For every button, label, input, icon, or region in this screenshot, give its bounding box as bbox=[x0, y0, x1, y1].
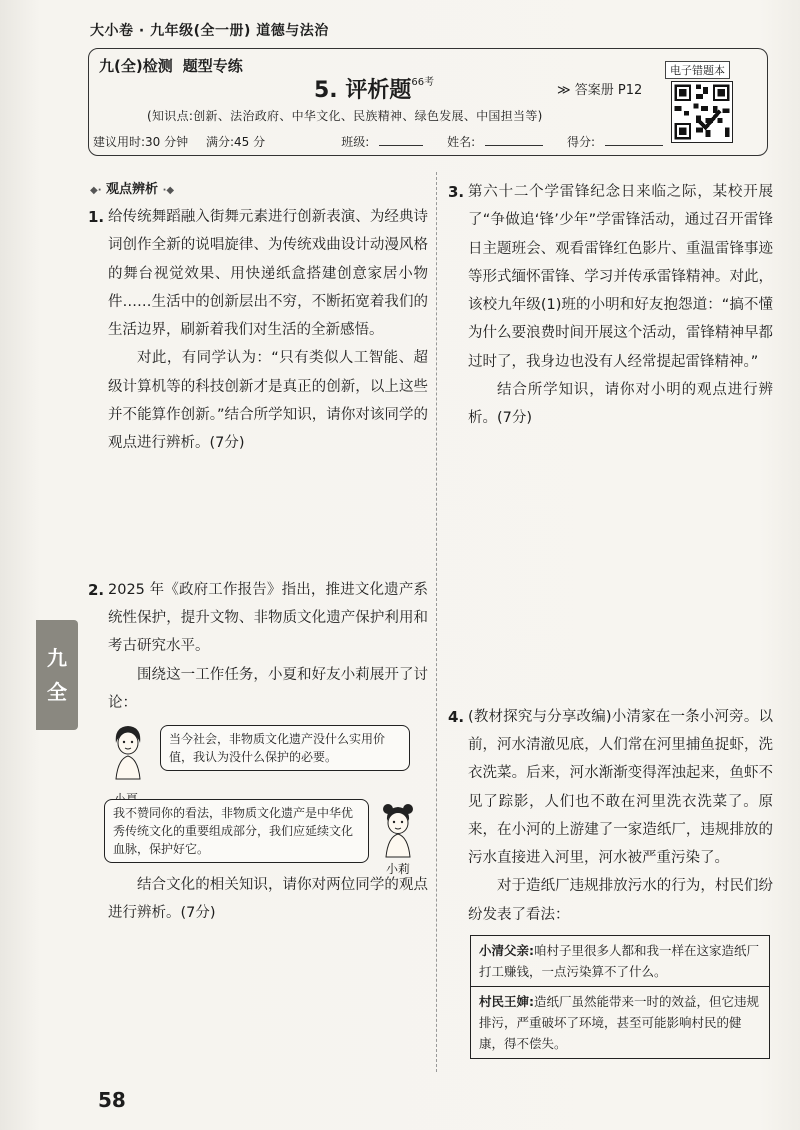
question-2-material: 2025 年《政府工作报告》指出，推进文化遗产系统性保护，提升文物、非物质文化遗产保护利用和考古研究水平。 bbox=[108, 581, 428, 655]
class-blank[interactable] bbox=[379, 136, 423, 146]
suggested-time: 建议用时:30 分钟 bbox=[93, 135, 189, 149]
side-tab-char-1: 九 bbox=[47, 646, 67, 670]
meta-left bbox=[93, 133, 279, 150]
opinion-speaker: 村民王婶: bbox=[479, 994, 534, 1010]
section-title bbox=[314, 73, 434, 104]
side-tab-char-2: 全 bbox=[47, 680, 67, 704]
name-field[interactable] bbox=[437, 135, 543, 149]
speaker-name-xiaoli: 小莉 bbox=[386, 862, 411, 877]
question-number: 2. bbox=[88, 580, 105, 599]
section-tag bbox=[90, 178, 428, 197]
question-2-intro: 围绕这一工作任务，小夏和好友小莉展开了讨论： bbox=[108, 666, 428, 711]
class-label: 班级: bbox=[341, 135, 370, 149]
question-3 bbox=[448, 178, 773, 433]
question-1-material: 给传统舞蹈融入街舞元素进行创新表演、为经典诗词创作全新的说唱旋律、为传统戏曲设计动漫风格的舞台视觉效果、用快递纸盒搭建创意家居小物件……生活中的创新层出不穷，不断拓宽着我们的生活边界，刷新着我们对生活的全新感悟。 bbox=[108, 209, 428, 339]
title-frame bbox=[88, 48, 768, 156]
question-1-prompt: 对此，有同学认为：“只有类似人工智能、超级计算机等的科技创新才是真正的创新，以上这些并不能算作创新。”结合所学知识，请你对该同学的观点进行辨析。(7分) bbox=[108, 350, 428, 452]
score-blank[interactable] bbox=[605, 136, 663, 146]
question-1 bbox=[88, 203, 428, 458]
question-number: 4. bbox=[448, 707, 465, 726]
score-field[interactable] bbox=[557, 135, 663, 149]
answer-reference[interactable]: ≫ 答案册 P12 bbox=[557, 83, 643, 98]
meta-row bbox=[93, 133, 663, 150]
question-2 bbox=[88, 576, 428, 928]
module-tag-main: 九(全)检测 bbox=[99, 57, 173, 75]
opinion-text: 造纸厂虽然能带来一时的效益，但它违规排污，严重破坏了环境，甚至可能影响村民的健康，得不偿失。 bbox=[479, 994, 760, 1052]
diamond-icon: ·◆ bbox=[162, 185, 175, 196]
name-label: 姓名: bbox=[447, 135, 476, 149]
qr-code-icon[interactable] bbox=[671, 81, 733, 143]
name-blank[interactable] bbox=[485, 136, 543, 146]
class-field[interactable] bbox=[331, 135, 423, 149]
section-tag-label: 观点辨析 bbox=[106, 182, 159, 197]
question-number: 3. bbox=[448, 183, 465, 201]
score-label: 得分: bbox=[566, 135, 595, 149]
question-4 bbox=[448, 703, 773, 1059]
running-header: 大小卷 · 九年级(全一册) 道德与法治 bbox=[90, 23, 329, 39]
question-3-material: 第六十二个学雷锋纪念日来临之际，某校开展了“争做追‘锋’少年”学雷锋活动，通过召开雷锋日主题班会、观看雷锋红色影片、重温雷锋事迹等形式缅怀雷锋、学习并传承雷锋精神。对此，该校九年级(1)班的小明和好友抱怨道：“搞不懂为什么要浪费时间开展这个活动，雷锋精神早都过时了，我身边也没有人经常提起雷锋精神。” bbox=[468, 184, 773, 370]
section-title-superscript: 66考 bbox=[411, 77, 435, 88]
opinion-father bbox=[471, 936, 769, 986]
speech-bubble-xiaxia: 当今社会，非物质文化遗产没什么实用价值，我认为没什么保护的必要。 bbox=[160, 725, 410, 771]
module-tag-sub: 题型专练 bbox=[182, 57, 243, 75]
side-tab[interactable] bbox=[36, 620, 78, 730]
module-tag bbox=[99, 55, 243, 76]
question-number: 1. bbox=[88, 208, 105, 226]
girl-avatar-xiaoli bbox=[378, 799, 418, 859]
meta-right bbox=[321, 133, 663, 150]
opinions-box bbox=[470, 935, 770, 1059]
opinion-aunt-wang bbox=[471, 986, 769, 1058]
qr-label: 电子错题本 bbox=[665, 61, 730, 79]
right-column bbox=[448, 178, 773, 1059]
question-4-intro: 对于造纸厂违规排放污水的行为，村民们纷纷发表了看法： bbox=[468, 878, 773, 923]
question-3-prompt: 结合所学知识，请你对小明的观点进行辨析。(7分) bbox=[468, 382, 773, 427]
left-column bbox=[88, 178, 428, 928]
diamond-icon: ◆· bbox=[90, 185, 102, 196]
dialogue bbox=[108, 721, 428, 877]
knowledge-points: (知识点:创新、法治政府、中华文化、民族精神、绿色发展、中国担当等) bbox=[147, 109, 543, 123]
speech-bubble-xiaoli: 我不赞同你的看法，非物质文化遗产是中华优秀传统文化的重要组成部分，我们应延续文化血脉，保护好它。 bbox=[104, 799, 369, 863]
column-divider bbox=[436, 172, 437, 1072]
page-number: 58 bbox=[98, 1088, 126, 1112]
opinion-speaker: 小清父亲: bbox=[479, 943, 534, 959]
opinion-text: 咱村子里很多人都和我一样在这家造纸厂打工赚钱，一点污染算不了什么。 bbox=[479, 943, 760, 980]
full-score: 满分:45 分 bbox=[205, 135, 266, 149]
section-title-text: 5. 评析题 bbox=[314, 78, 412, 103]
question-4-material: (教材探究与分享改编)小清家在一条小河旁。以前，河水清澈见底，人们常在河里捕鱼捉虾，洗衣洗菜。后来，河水渐渐变得浑浊起来，鱼虾不见了踪影，人们也不敢在河里洗衣洗菜了。原来，在小河的上游建了一家造纸厂，违规排放的污水直接进入河里，河水被严重污染了。 bbox=[468, 708, 773, 867]
question-2-prompt: 结合文化的相关知识，请你对两位同学的观点进行辨析。(7分) bbox=[108, 877, 428, 922]
girl-avatar-xiaxia bbox=[108, 721, 148, 781]
